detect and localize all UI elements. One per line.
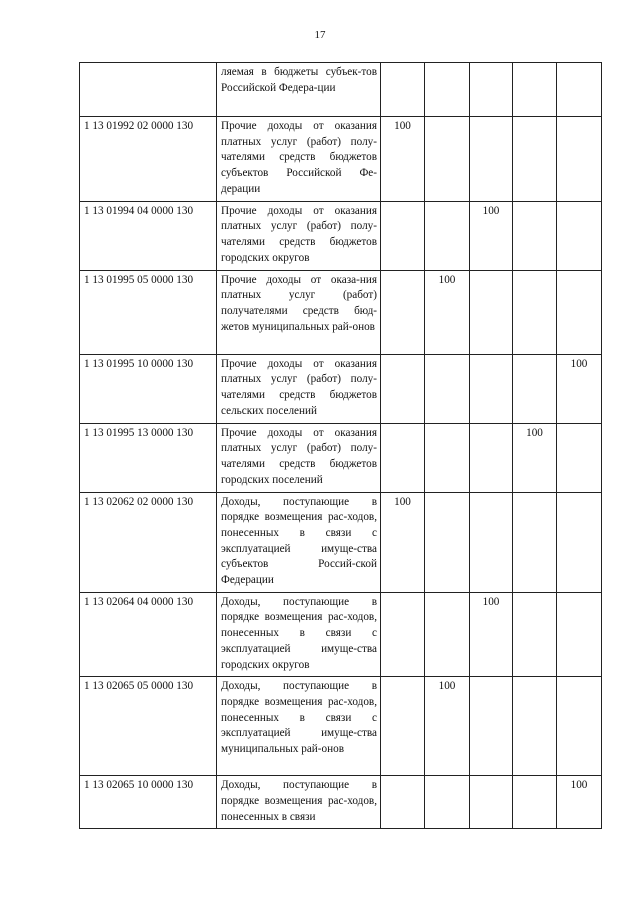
- value-cell: [470, 492, 513, 592]
- revenue-name-cell: Прочие доходы от оказания платных услуг (работ) полу-чателями средств бюджетов городских поселений: [217, 423, 381, 492]
- revenue-code-cell: [80, 63, 217, 117]
- value-cell: [425, 201, 470, 270]
- value-cell: [557, 492, 602, 592]
- value-cell: [381, 354, 425, 423]
- table-row: [80, 201, 602, 270]
- value-cell: [513, 677, 557, 776]
- revenue-name-cell: Доходы, поступающие в порядке возмещения рас-ходов, понесенных в связи с эксплуатацией имуще-ства муниципальных рай-онов: [217, 677, 381, 776]
- value-cell: [557, 423, 602, 492]
- value-cell: [513, 63, 557, 117]
- revenue-name-cell: Прочие доходы от оказания платных услуг (работ) полу-чателями средств бюджетов сельских поселений: [217, 354, 381, 423]
- value-cell: [425, 592, 470, 677]
- revenue-code-cell: 1 13 01995 10 0000 130: [80, 354, 217, 423]
- value-cell: [513, 592, 557, 677]
- value-cell: [557, 270, 602, 354]
- revenue-code-cell: 1 13 02064 04 0000 130: [80, 592, 217, 677]
- value-cell: [513, 776, 557, 829]
- revenue-name-cell: Прочие доходы от оказания платных услуг (работ) полу-чателями средств бюджетов субъектов Российской Фе-дерации: [217, 117, 381, 202]
- value-cell: 100: [470, 201, 513, 270]
- revenue-code-cell: 1 13 01992 02 0000 130: [80, 117, 217, 202]
- value-cell: [470, 423, 513, 492]
- value-cell: [470, 354, 513, 423]
- revenue-code-cell: 1 13 01995 13 0000 130: [80, 423, 217, 492]
- value-cell: 100: [381, 117, 425, 202]
- table-row: [80, 423, 602, 492]
- value-cell: [381, 776, 425, 829]
- value-cell: [513, 201, 557, 270]
- value-cell: [470, 677, 513, 776]
- value-cell: [470, 117, 513, 202]
- value-cell: [557, 117, 602, 202]
- revenue-code-cell: 1 13 02065 10 0000 130: [80, 776, 217, 829]
- table-row: [80, 354, 602, 423]
- revenue-name-cell: Доходы, поступающие в порядке возмещения рас-ходов, понесенных в связи: [217, 776, 381, 829]
- value-cell: 100: [470, 592, 513, 677]
- value-cell: [513, 270, 557, 354]
- value-cell: 100: [425, 270, 470, 354]
- value-cell: [470, 776, 513, 829]
- value-cell: [425, 492, 470, 592]
- table-row: [80, 117, 602, 202]
- revenue-code-cell: 1 13 01995 05 0000 130: [80, 270, 217, 354]
- value-cell: 100: [425, 677, 470, 776]
- value-cell: [470, 270, 513, 354]
- value-cell: [425, 117, 470, 202]
- value-cell: [470, 63, 513, 117]
- table-row: [80, 63, 602, 117]
- value-cell: [425, 423, 470, 492]
- value-cell: [557, 63, 602, 117]
- revenue-classification-table: [79, 62, 602, 829]
- revenue-code-cell: 1 13 02062 02 0000 130: [80, 492, 217, 592]
- table-row: [80, 270, 602, 354]
- value-cell: [381, 270, 425, 354]
- value-cell: 100: [557, 354, 602, 423]
- value-cell: [557, 677, 602, 776]
- value-cell: [557, 592, 602, 677]
- value-cell: [381, 677, 425, 776]
- value-cell: [513, 117, 557, 202]
- revenue-name-cell: Прочие доходы от оказа-ния платных услуг (работ) получателями средств бюд-жетов муниципальных рай-онов: [217, 270, 381, 354]
- value-cell: 100: [381, 492, 425, 592]
- value-cell: [513, 492, 557, 592]
- table-row: [80, 592, 602, 677]
- value-cell: [381, 592, 425, 677]
- value-cell: [381, 63, 425, 117]
- table-row: [80, 776, 602, 829]
- revenue-code-cell: 1 13 01994 04 0000 130: [80, 201, 217, 270]
- page-number: 17: [314, 29, 326, 41]
- value-cell: [513, 354, 557, 423]
- revenue-name-cell: Доходы, поступающие в порядке возмещения рас-ходов, понесенных в связи с эксплуатацией имуще-ства субъектов Россий-ской Федерации: [217, 492, 381, 592]
- value-cell: [425, 63, 470, 117]
- value-cell: 100: [557, 776, 602, 829]
- revenue-name-cell: ляемая в бюджеты субъек-тов Российской Федера-ции: [217, 63, 381, 117]
- table-row: [80, 492, 602, 592]
- revenue-code-cell: 1 13 02065 05 0000 130: [80, 677, 217, 776]
- revenue-name-cell: Прочие доходы от оказания платных услуг (работ) полу-чателями средств бюджетов городских округов: [217, 201, 381, 270]
- revenue-name-cell: Доходы, поступающие в порядке возмещения рас-ходов, понесенных в связи с эксплуатацией имуще-ства городских округов: [217, 592, 381, 677]
- value-cell: [381, 423, 425, 492]
- value-cell: [425, 776, 470, 829]
- value-cell: 100: [513, 423, 557, 492]
- value-cell: [557, 201, 602, 270]
- value-cell: [381, 201, 425, 270]
- value-cell: [425, 354, 470, 423]
- table-row: [80, 677, 602, 776]
